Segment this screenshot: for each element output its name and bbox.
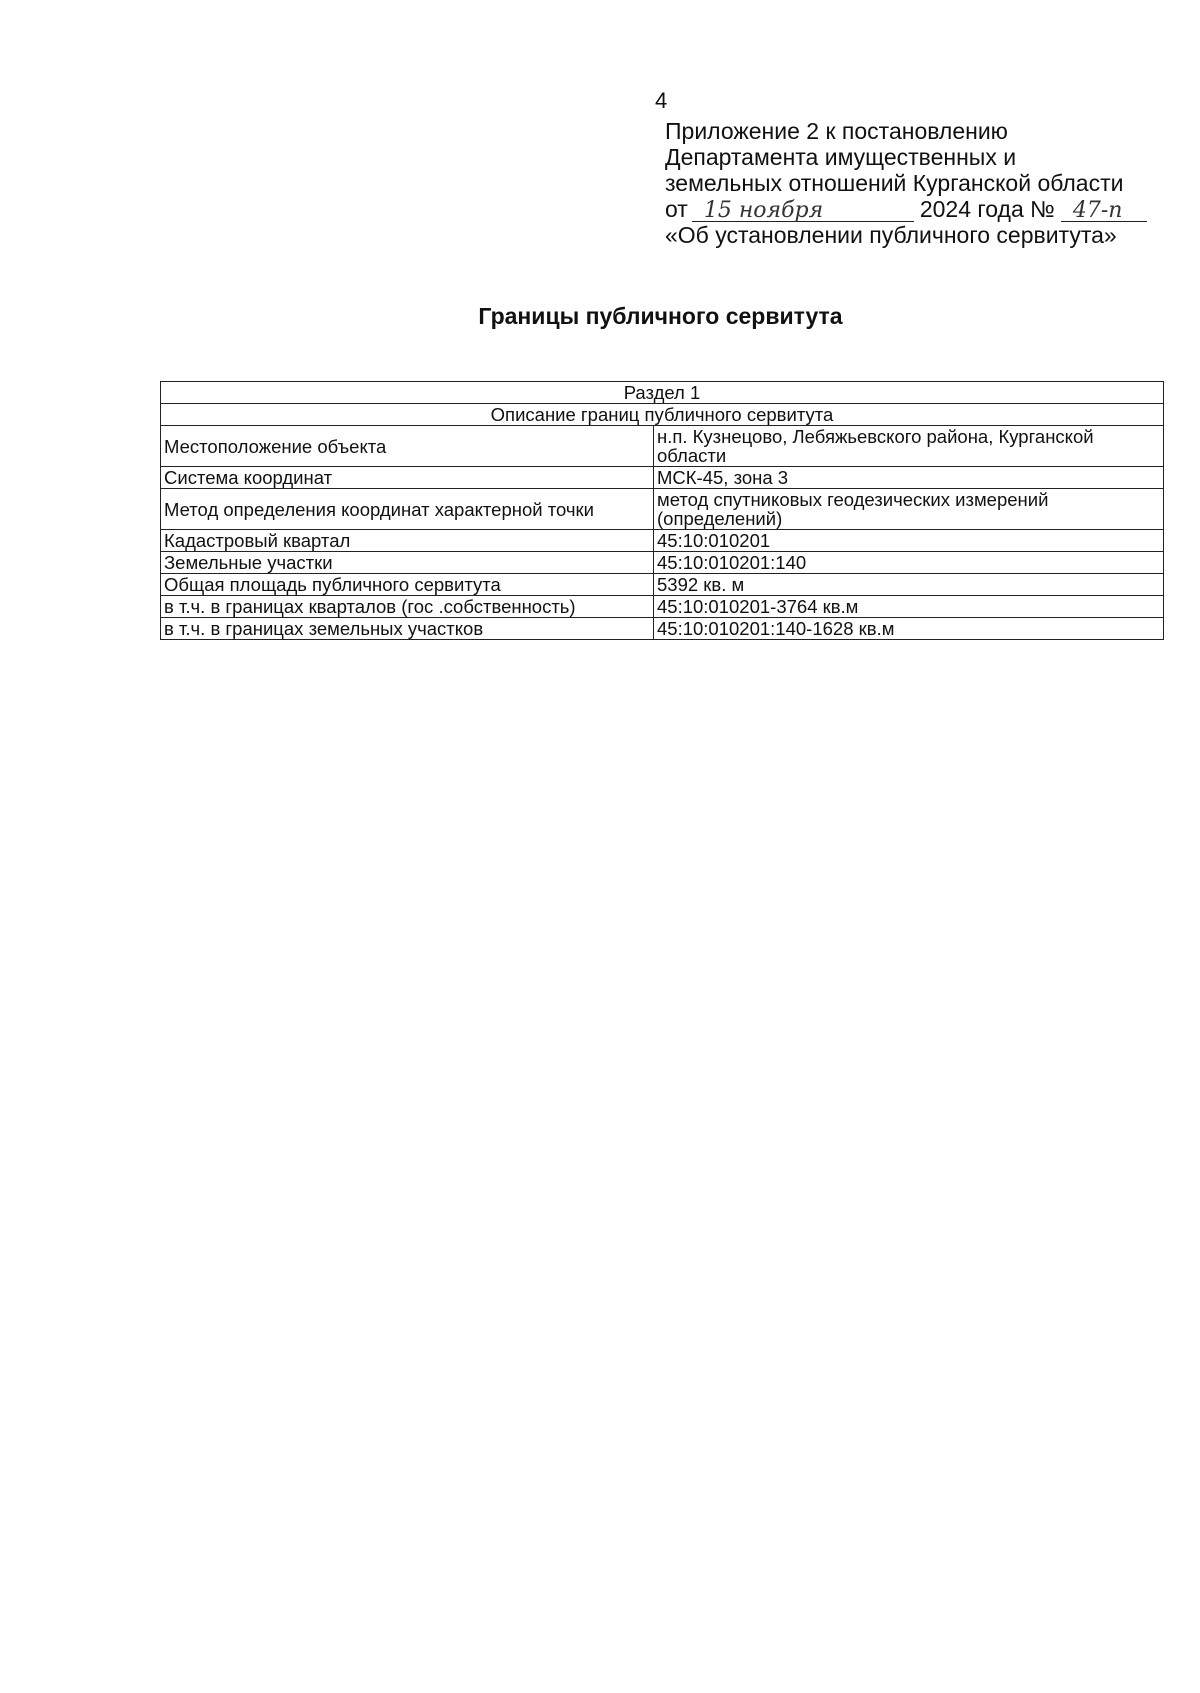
header-line-1: Приложение 2 к постановлению (665, 118, 1008, 144)
section-label: Раздел 1 (161, 382, 1164, 404)
handwritten-number: 47-п (1061, 200, 1147, 222)
table-row (161, 530, 1164, 552)
table-row (161, 382, 1164, 404)
document-title-wrap (0, 302, 1200, 330)
table-row (161, 426, 1164, 467)
table-row (161, 574, 1164, 596)
row-label: Общая площадь публичного сервитута (161, 574, 654, 596)
table-row (161, 489, 1164, 530)
page-number: 4 (655, 88, 668, 113)
header-line-2: Департамента имущественных и (665, 144, 1017, 170)
row-label: Метод определения координат характерной точки (161, 489, 654, 530)
table-row (161, 618, 1164, 640)
row-label: Земельные участки (161, 552, 654, 574)
header-date-line (665, 196, 1185, 222)
row-value: 5392 кв. м (654, 574, 1164, 596)
section-caption: Описание границ публичного сервитута (161, 404, 1164, 426)
appendix-header (665, 118, 1185, 248)
row-label: Кадастровый квартал (161, 530, 654, 552)
row-label: Местоположение объекта (161, 426, 654, 467)
row-label: в т.ч. в границах земельных участков (161, 618, 654, 640)
document-title: Границы публичного сервитута (478, 303, 843, 329)
handwritten-date: 15 ноября (692, 200, 914, 222)
header-line-3: земельных отношений Курганской области (665, 170, 1124, 196)
row-value: 45:10:010201 (654, 530, 1164, 552)
row-value: 45:10:010201:140 (654, 552, 1164, 574)
table-row (161, 467, 1164, 489)
table-row (161, 596, 1164, 618)
row-label: в т.ч. в границах кварталов (гос .собственность) (161, 596, 654, 618)
header-line-5: «Об установлении публичного сервитута» (665, 222, 1117, 248)
table-row (161, 404, 1164, 426)
row-value: метод спутниковых геодезических измерений (определений) (654, 489, 1164, 530)
row-label: Система координат (161, 467, 654, 489)
servitude-boundaries-table (160, 381, 1164, 640)
row-value: н.п. Кузнецово, Лебяжьевского района, Курганской области (654, 426, 1164, 467)
row-value: 45:10:010201:140-1628 кв.м (654, 618, 1164, 640)
row-value: МСК-45, зона 3 (654, 467, 1164, 489)
table-row (161, 552, 1164, 574)
year-text: 2024 года № (919, 196, 1055, 222)
date-prefix: от (665, 196, 688, 222)
row-value: 45:10:010201-3764 кв.м (654, 596, 1164, 618)
